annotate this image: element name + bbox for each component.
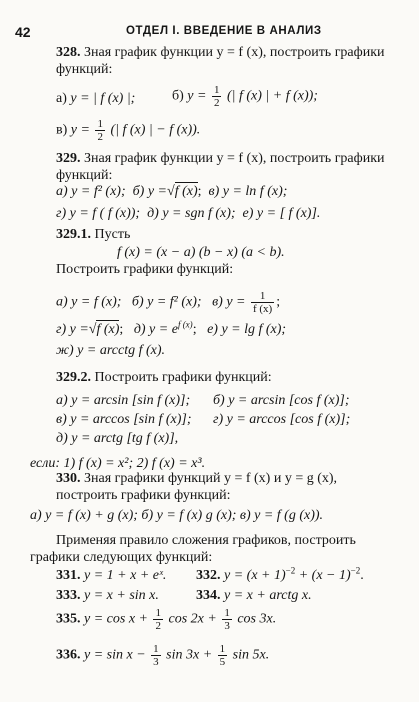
formula: в) y = — [212, 294, 246, 310]
problem-number: 329.2. — [56, 370, 91, 385]
formula: sin 5x. — [232, 647, 270, 663]
page-number: 42 — [15, 24, 31, 40]
formula: д) y = sgn f (x); — [147, 206, 236, 221]
formula: y = x + arctg x. — [224, 588, 312, 603]
problem-328-item-c — [56, 118, 200, 143]
formula: cos 3x. — [237, 611, 277, 627]
problem-334 — [196, 587, 312, 604]
formula: б) y = arcsin [cos f (x)]; — [213, 393, 350, 408]
problem-3292-item-e — [56, 430, 178, 447]
formula: cos 2x + — [168, 611, 217, 627]
problem-328-item-a — [56, 90, 135, 107]
problem-text: Пусть — [94, 227, 131, 242]
problem-number: 330. — [56, 471, 81, 486]
formula: (| f (x) | + f (x)); — [226, 88, 318, 104]
problem-number: 332. — [196, 568, 221, 583]
problem-text: Построить графики функций: — [94, 370, 272, 385]
exponent: −2 — [285, 565, 296, 576]
problem-number: 329.1. — [56, 227, 91, 242]
problem-number: 331. — [56, 568, 81, 583]
exponent: f (x) — [177, 319, 193, 330]
problem-3291-instruction — [56, 261, 233, 278]
problem-text: Построить графики функций: — [56, 262, 234, 277]
radicand: f (x) — [96, 322, 120, 337]
sqrt-sign: √ — [167, 184, 175, 199]
problem-text: Зная график функции y = f (x), построить графики функций: — [56, 151, 385, 183]
problem-331 — [56, 567, 166, 584]
section-title: ОТДЕЛ I. ВВЕДЕНИЕ В АНАЛИЗ — [126, 25, 322, 37]
item-label: а) — [56, 91, 67, 106]
fraction: $\frac{1}{5}$ — [219, 643, 226, 668]
problem-335 — [56, 607, 276, 632]
formula: е) y = lg f (x); — [207, 322, 287, 337]
problem-3292-item-d — [213, 411, 350, 428]
item-label: б) — [172, 88, 184, 104]
formula: y = — [187, 88, 207, 104]
formula: в) y = ln f (x); — [208, 184, 288, 199]
formula: б) y = f² (x); — [131, 294, 202, 310]
formula: sin 3x + — [166, 647, 213, 663]
problem-number: 334. — [196, 588, 221, 603]
problem-333 — [56, 587, 159, 604]
problem-329-statement — [56, 150, 396, 184]
fraction: $\frac{1}{3}$ — [153, 643, 159, 668]
problem-number: 335. — [56, 611, 81, 627]
fraction: $\frac{1}{3}$ — [224, 607, 230, 632]
sqrt-sign: √ — [88, 322, 97, 337]
problem-329-row-1: а) y = f² (x); б) y =√f (x); в) y = ln f (x); — [56, 184, 288, 199]
fraction: $\frac{1}{2}$ — [155, 607, 161, 632]
formula: если: 1) f (x) = x²; 2) f (x) = x³. — [30, 456, 206, 471]
problem-text: Зная графики функций y = f (x) и y = g (x), построить графики функций: — [56, 471, 338, 503]
radicand: f (x) — [174, 184, 198, 199]
problem-text: Зная график функции y = f (x), построить графики функций: — [56, 45, 385, 77]
formula: е) y = [ f (x)]. — [242, 206, 321, 221]
item-label: в) — [56, 122, 68, 138]
problem-3292-item-b — [213, 392, 350, 409]
formula: а) y = f (x) + g (x); б) y = f (x) g (x); в) y = f (g (x)). — [30, 508, 324, 523]
fraction: $\frac{1}{2}$ — [213, 84, 220, 109]
problem-3291-row-1: а) y = f (x); б) y = f² (x); в) y = $\frac{1}{f (x)}$ ; — [56, 290, 281, 315]
formula: (| f (x) | − f (x)). — [110, 122, 201, 138]
problem-3291-statement — [56, 226, 130, 243]
problem-328-item-b — [172, 84, 318, 109]
problem-3291-row-2: г) y =√f (x); д) $y = e^{f (x)}$; е) y = lg f (x); — [56, 319, 287, 337]
exponent: −2 — [350, 565, 361, 576]
problem-3292-statement — [56, 369, 272, 386]
formula: y = cos x + — [84, 611, 148, 627]
formula: г) y = arccos [cos f (x)]; — [213, 412, 351, 427]
formula: в) y = arccos [sin f (x)]; — [56, 412, 192, 427]
formula: ж) y = arcctg f (x). — [56, 343, 166, 358]
problem-number: 336. — [56, 647, 81, 663]
problem-number: 328. — [56, 45, 81, 60]
fraction: $\frac{1}{2}$ — [97, 118, 103, 143]
problem-330-items — [30, 507, 323, 524]
problem-3291-definition — [117, 244, 285, 261]
problem-328-statement — [56, 44, 396, 78]
formula: y = | f (x) |; — [70, 91, 136, 106]
formula: д) y = e — [133, 322, 178, 337]
problem-number: 333. — [56, 588, 81, 603]
formula: y = sin x − — [84, 647, 146, 663]
problem-3292-item-c — [56, 411, 192, 428]
problem-text: Применяя правило сложения графиков, построить графики следующих функций: — [30, 533, 356, 565]
formula: + (x − 1) — [295, 568, 351, 583]
formula: б) y = — [132, 184, 167, 199]
problem-number: 329. — [56, 151, 81, 166]
problem-3292-item-a — [56, 392, 190, 409]
problem-332: 332. $y = (x + 1)^{-2} + (x - 1)^{-2}$. — [196, 565, 364, 583]
formula: а) y = arcsin [sin f (x)]; — [56, 393, 191, 408]
formula: г) y = f ( f (x)); — [56, 206, 141, 221]
problem-330-statement — [56, 470, 396, 504]
formula: f (x) = (x − a) (b − x) (a < b). — [117, 245, 285, 260]
formula: г) y = — [56, 322, 89, 337]
problem-3291-row-3 — [56, 342, 165, 359]
formula: y = 1 + x + eˣ. — [84, 568, 167, 583]
formula: y = (x + 1) — [224, 568, 286, 583]
formula: y = x + sin x. — [84, 588, 159, 603]
problem-329-row-2 — [56, 205, 320, 222]
rule-paragraph — [30, 532, 392, 566]
formula: а) y = f² (x); — [56, 184, 126, 199]
fraction: $\frac{1}{f (x)}$ — [252, 290, 273, 315]
formula: а) y = f (x); — [56, 294, 122, 310]
problem-336 — [56, 643, 269, 668]
formula: д) y = arctg [tg f (x)], — [56, 431, 179, 446]
formula: y = — [70, 122, 90, 138]
